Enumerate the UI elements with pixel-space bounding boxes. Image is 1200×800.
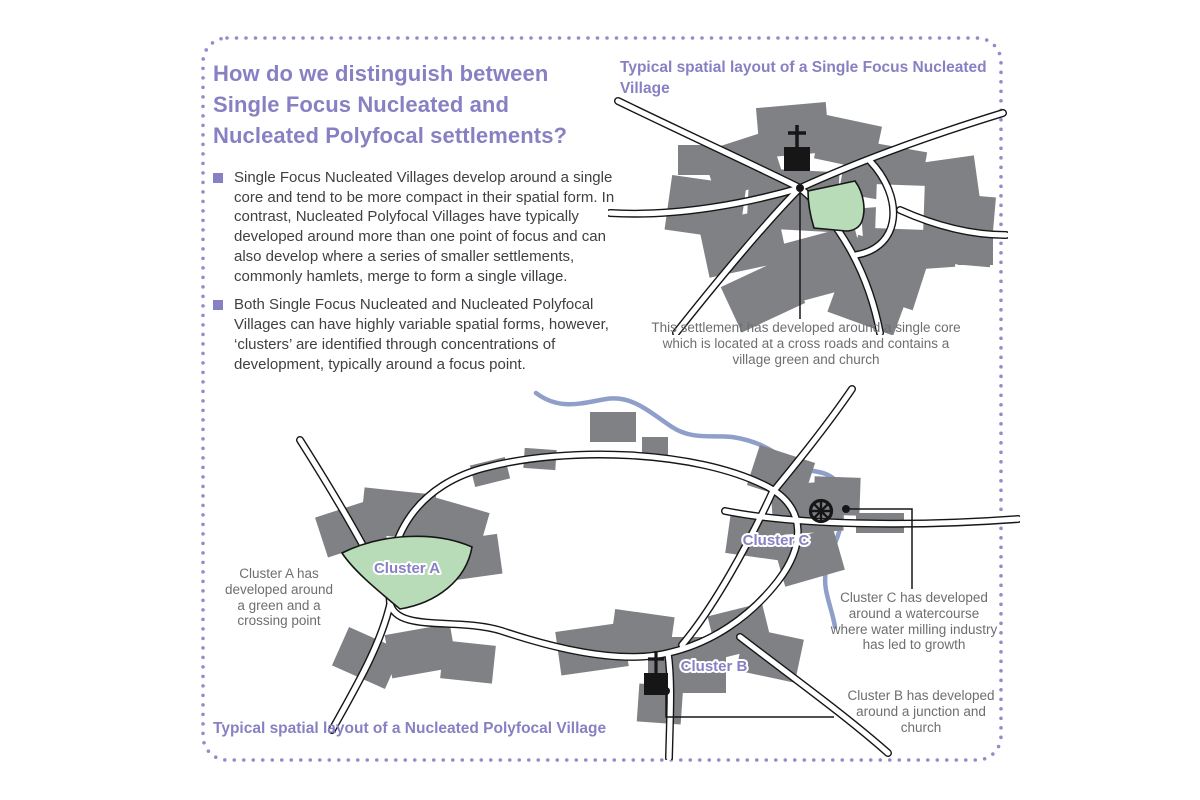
cluster-b-caption: Cluster B has developed around a junction and church: [847, 688, 995, 735]
core-dot: [796, 184, 804, 192]
main-heading: How do we distinguish between Single Focus Nucleated and Nucleated Polyfocal settlements?: [213, 61, 568, 149]
polyfocal-map-title: Typical spatial layout of a Nucleated Polyfocal Village: [213, 720, 607, 737]
cluster-c-caption: Cluster C has developed around a watercourse where water milling industry has led to growth: [830, 590, 998, 653]
cluster-c-label: Cluster C: [742, 532, 810, 549]
cluster-b-label: Cluster B: [680, 658, 748, 675]
single-focus-caption: This settlement has developed around a single core which is located at a cross roads and contains a village green and church: [651, 320, 961, 367]
bullet-item: [213, 295, 615, 374]
bullet-square-icon: [213, 300, 223, 310]
single-focus-map-title: Typical spatial layout of a Single Focus Nucleated Village: [620, 59, 987, 97]
water-mill-icon: [811, 501, 832, 522]
cluster-a-label: Cluster A: [373, 560, 441, 577]
bullet-item: [213, 168, 615, 287]
bullet-text: Single Focus Nucleated Villages develop around a single core and tend to be more compact in their spatial form. In contrast, Nucleated Polyfocal Villages have typically developed around more than one point of focus and can also develop where a series of smaller settlements, commonly hamlets, merge to form a single village.: [234, 168, 615, 285]
bullet-square-icon: [213, 173, 223, 183]
bullet-text: Both Single Focus Nucleated and Nucleated Polyfocal Villages can have highly variable spatial forms, however, ‘clusters’ are identified through concentrations of development, typically around a focus point.: [234, 296, 609, 373]
village-green: [808, 181, 864, 231]
intro-text-block: [213, 58, 615, 384]
cluster-a-caption: Cluster A has developed around a green and a crossing point: [224, 566, 334, 629]
single-focus-village-map: [608, 85, 1008, 335]
